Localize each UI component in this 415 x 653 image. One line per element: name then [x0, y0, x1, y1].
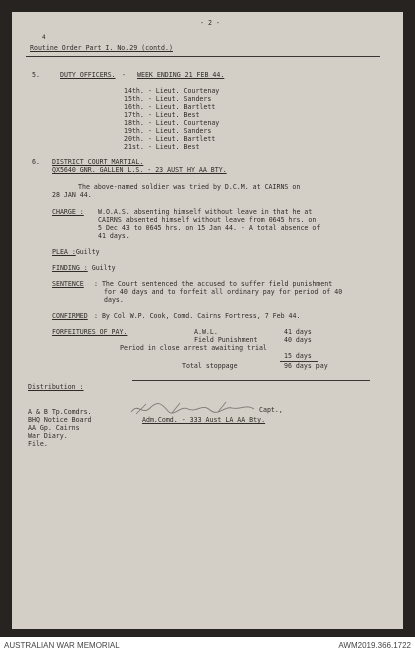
total-value: 96 days pay — [284, 362, 328, 370]
finding-value: Guilty — [91, 264, 116, 272]
forfeiture-label: FORFEITURES OF PAY. — [52, 328, 128, 336]
duty-row: 19th. - Lieut. Sanders — [124, 127, 212, 135]
court-subtitle: QX5640 GNR. GALLEN L.S. - 23 AUST HY AA BTY. — [52, 166, 227, 174]
arrest-line: Period in close arrest awaiting trial — [120, 344, 267, 352]
forfeiture-row-label: Field Punishment — [194, 336, 258, 344]
duty-section-number: 5. — [32, 71, 40, 79]
charge-line: 5 Dec 43 to 0645 hrs. on 15 Jan 44. - A total absence of — [98, 224, 321, 232]
court-section-number: 6. — [32, 158, 40, 166]
plea-value: Guilty — [75, 248, 100, 256]
distribution-item: AA Gp. Cairns — [28, 424, 80, 432]
hole-punch-mark: 4 — [42, 34, 46, 41]
court-intro-line: 28 JAN 44. — [52, 191, 92, 199]
finding-label: FINDING : — [52, 264, 88, 272]
duty-row: 16th. - Lieut. Bartlett — [124, 103, 216, 111]
duty-row: 15th. - Lieut. Sanders — [124, 95, 212, 103]
routine-order-heading: Routine Order Part I. No.29 (contd.) — [30, 44, 173, 52]
distribution-item: War Diary. — [28, 432, 68, 440]
duty-row: 20th. - Lieut. Bartlett — [124, 135, 216, 143]
duty-section-title: DUTY OFFICERS. — [60, 71, 116, 79]
forfeiture-row-label: A.W.L. — [194, 328, 218, 336]
forfeiture-row-value: 40 days — [284, 336, 312, 344]
duty-row: 18th. - Lieut. Courtenay — [124, 119, 220, 127]
charge-line: CAIRNS absented himself without leave from 0645 hrs. on — [98, 216, 317, 224]
archive-footer — [0, 637, 415, 653]
sentence-line: : The Court sentenced the accused to suffer field punishment — [94, 280, 333, 288]
signature-unit: Adm.Comd. - 333 Aust LA AA Bty. — [142, 416, 266, 424]
duty-dash: - — [122, 71, 126, 79]
distribution-item: File. — [28, 440, 48, 448]
charge-line: W.O.A.S. absenting himself without leave in that he at — [98, 208, 313, 216]
sentence-line: for 40 days and to forfeit all ordinary pay for period of 40 — [104, 288, 343, 296]
sentence-line: days. — [104, 296, 124, 304]
distribution-item: BHQ Notice Board — [28, 416, 92, 424]
plea-label: PLEA : — [52, 248, 76, 256]
document-page — [12, 12, 403, 629]
total-label: Total stoppage — [182, 362, 238, 370]
court-title: DISTRICT COURT MARTIAL. — [52, 158, 144, 166]
divider-bottom — [132, 380, 370, 381]
footer-left: AUSTRALIAN WAR MEMORIAL — [4, 641, 120, 650]
divider-top — [26, 56, 380, 57]
duty-row: 14th. - Lieut. Courtenay — [124, 87, 220, 95]
charge-line: 41 days. — [98, 232, 130, 240]
court-intro-line: The above-named soldier was tried by D.C.M. at CAIRNS on — [78, 183, 301, 191]
forfeiture-row-value: 41 days — [284, 328, 312, 336]
confirmed-label: CONFIRMED — [52, 312, 88, 320]
duty-week-ending: WEEK ENDING 21 FEB 44. — [137, 71, 225, 79]
distribution-item: A & B Tp.Comdrs. — [28, 408, 92, 416]
charge-label: CHARGE : — [52, 208, 84, 216]
signature-rank: Capt., — [259, 406, 283, 414]
page-number: - 2 - — [200, 19, 220, 27]
distribution-title: Distribution : — [28, 383, 84, 391]
sentence-label: SENTENCE — [52, 280, 84, 288]
arrest-value: 15 days — [284, 352, 312, 360]
confirmed-value: : By Col W.P. Cook, Comd. Cairns Fortress, 7 Feb 44. — [94, 312, 301, 320]
duty-row: 17th. - Lieut. Best — [124, 111, 200, 119]
duty-row: 21st. - Lieut. Best — [124, 143, 200, 151]
footer-right: AWM2019.366.1722 — [338, 641, 411, 650]
